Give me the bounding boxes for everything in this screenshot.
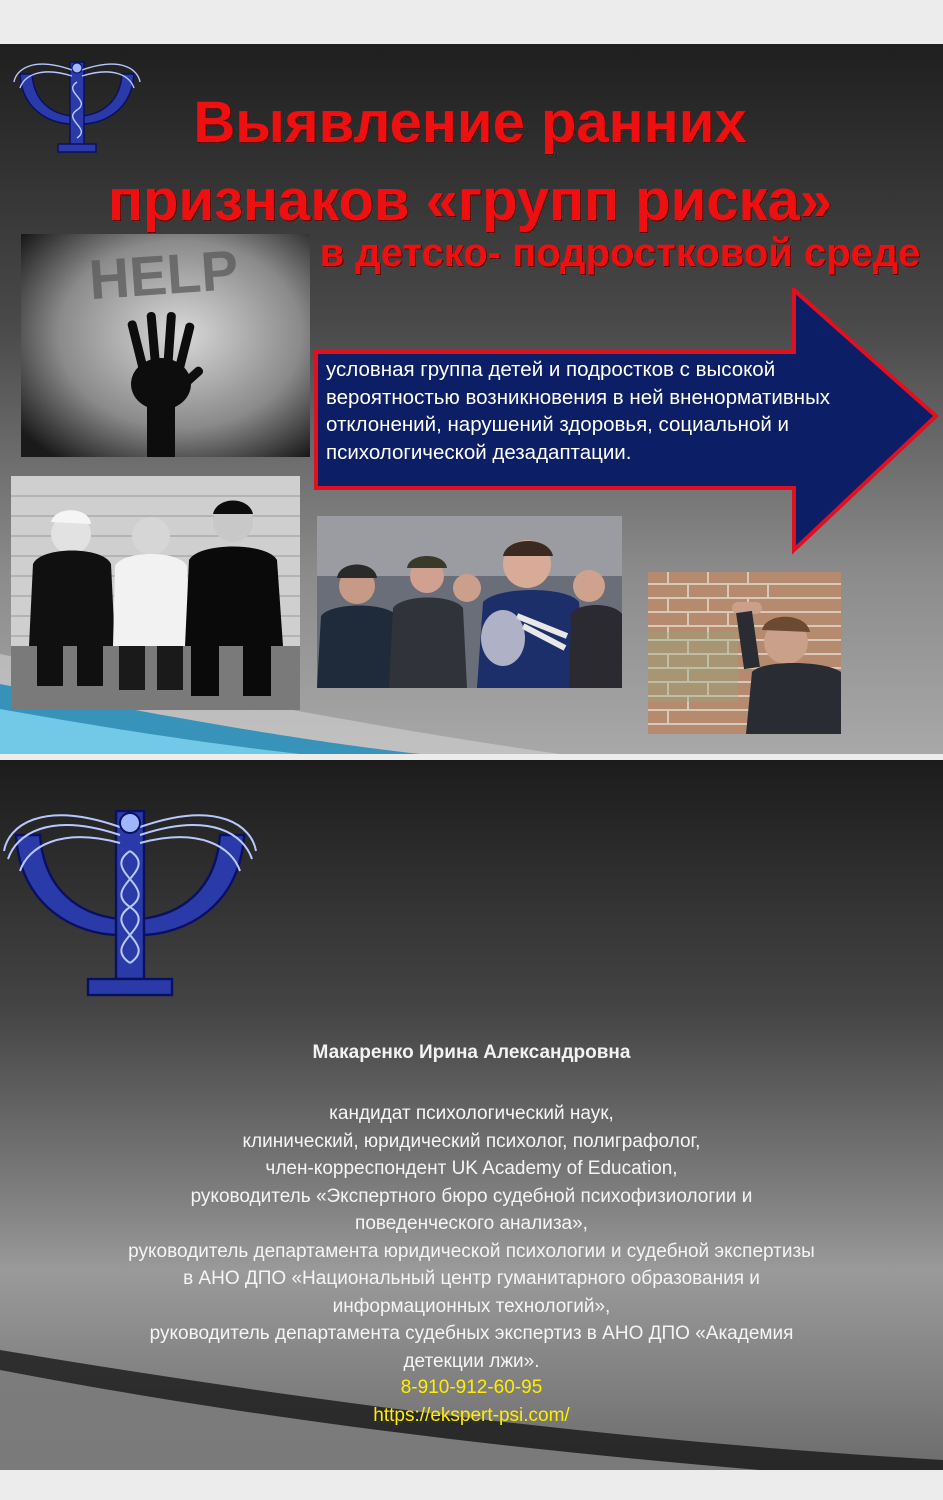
- slide-risk-groups: [0, 44, 943, 754]
- credential-line: в АНО ДПО «Национальный центр гуманитарного образования и: [183, 1268, 760, 1289]
- help-word: HELP: [86, 237, 241, 312]
- author-credentials: [0, 1100, 943, 1375]
- psi-caduceus-logo-large-icon: [0, 790, 260, 1002]
- contact-website-link[interactable]: https://ekspert-psi.com/: [373, 1405, 570, 1426]
- contact-phone[interactable]: 8-910-912-60-95: [400, 1377, 543, 1398]
- risk-group-definition: условная группа детей и подростков с высокой вероятностью возникновения в ней вненормативных отклонений, нарушений здоровья, социальной и психологической дезадаптации.: [326, 358, 831, 464]
- slide-author-info: [0, 760, 943, 1470]
- slide-title: Выявление ранних признаков «групп риска»: [107, 90, 833, 233]
- credential-line: руководитель департамента судебных экспертиз в АНО ДПО «Академия: [149, 1323, 794, 1344]
- credential-line: член-корреспондент UK Academy of Education,: [265, 1158, 678, 1179]
- credential-line: кандидат психологический наук,: [329, 1103, 614, 1124]
- credential-line: детекции лжи».: [403, 1350, 540, 1372]
- credential-line: руководитель «Экспертного бюро судебной психофизиологии и: [190, 1185, 753, 1207]
- three-boys-photo: [11, 476, 300, 710]
- credential-line: поведенческого анализа»,: [355, 1213, 588, 1234]
- credential-line: руководитель департамента юридической психологии и судебной экспертизы: [128, 1240, 815, 1262]
- slide-subtitle: в детско- подростковой среде: [319, 231, 921, 275]
- credential-line: информационных технологий»,: [332, 1295, 611, 1317]
- credential-line: клинический, юридический психолог, полиграфолог,: [242, 1130, 701, 1152]
- author-name: Макаренко Ирина Александровна: [312, 1042, 631, 1063]
- boy-against-wall-photo: [648, 572, 841, 734]
- help-hand-photo: [21, 234, 310, 457]
